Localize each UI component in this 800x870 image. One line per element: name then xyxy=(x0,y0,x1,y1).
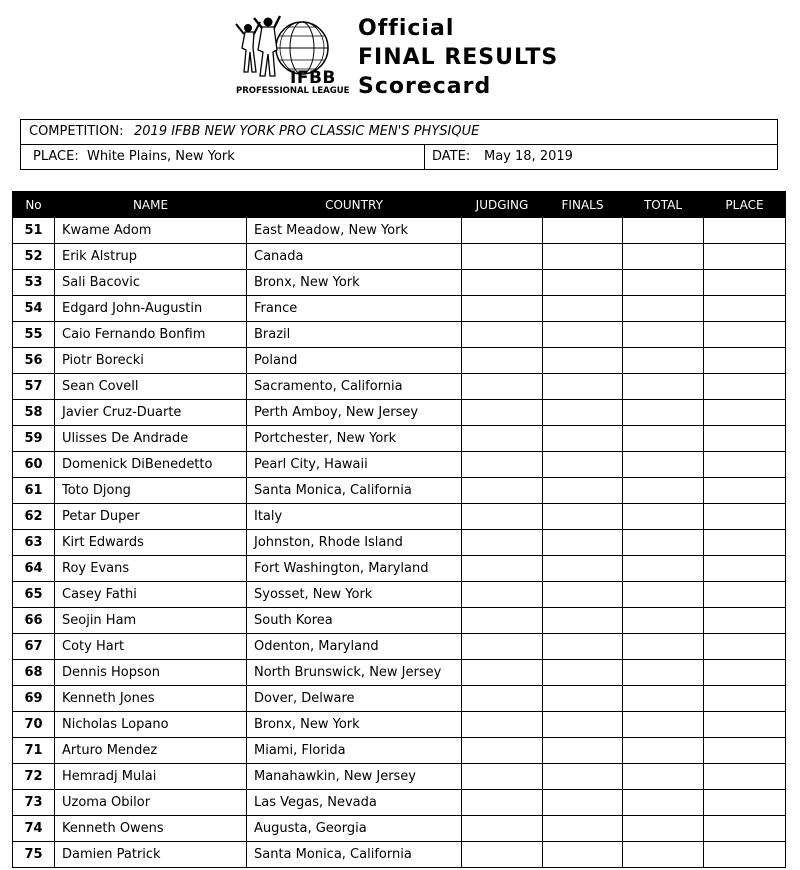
total-score-cell xyxy=(623,244,704,270)
finals-score-cell xyxy=(543,790,623,816)
judging-score-cell xyxy=(462,556,543,582)
judging-score-cell xyxy=(462,400,543,426)
total-score-cell xyxy=(623,374,704,400)
judging-score-cell xyxy=(462,608,543,634)
competitor-country: Las Vegas, Nevada xyxy=(247,790,462,816)
table-row xyxy=(13,374,786,400)
results-table xyxy=(12,191,786,868)
table-row xyxy=(13,530,786,556)
judging-score-cell xyxy=(462,634,543,660)
competitor-name: Toto Djong xyxy=(55,478,247,504)
place-cell xyxy=(704,452,786,478)
table-row xyxy=(13,452,786,478)
competitor-name: Ulisses De Andrade xyxy=(55,426,247,452)
table-row xyxy=(13,348,786,374)
competitor-number: 63 xyxy=(13,530,55,556)
judging-score-cell xyxy=(462,582,543,608)
finals-score-cell xyxy=(543,608,623,634)
judging-score-cell xyxy=(462,504,543,530)
competitor-number: 65 xyxy=(13,582,55,608)
competitor-name: Petar Duper xyxy=(55,504,247,530)
finals-score-cell xyxy=(543,426,623,452)
competitor-number: 67 xyxy=(13,634,55,660)
place-cell xyxy=(704,244,786,270)
finals-score-cell xyxy=(543,270,623,296)
competition-row xyxy=(21,120,777,145)
competitor-country: Fort Washington, Maryland xyxy=(247,556,462,582)
place-cell xyxy=(704,790,786,816)
table-row xyxy=(13,504,786,530)
judging-score-cell xyxy=(462,322,543,348)
total-score-cell xyxy=(623,582,704,608)
total-score-cell xyxy=(623,634,704,660)
judging-score-cell xyxy=(462,842,543,868)
results-body xyxy=(13,218,786,868)
finals-score-cell xyxy=(543,842,623,868)
total-score-cell xyxy=(623,660,704,686)
competitor-number: 52 xyxy=(13,244,55,270)
competitor-number: 68 xyxy=(13,660,55,686)
competitor-country: Syosset, New York xyxy=(247,582,462,608)
finals-score-cell xyxy=(543,218,623,244)
competitor-country: Miami, Florida xyxy=(247,738,462,764)
total-score-cell xyxy=(623,218,704,244)
place-cell xyxy=(704,478,786,504)
competitor-number: 59 xyxy=(13,426,55,452)
total-score-cell xyxy=(623,348,704,374)
total-score-cell xyxy=(623,764,704,790)
competitor-name: Casey Fathi xyxy=(55,582,247,608)
total-score-cell xyxy=(623,686,704,712)
table-row xyxy=(13,660,786,686)
place-date-row xyxy=(21,145,777,169)
competitor-country: Manahawkin, New Jersey xyxy=(247,764,462,790)
col-header-no: No xyxy=(13,192,55,218)
competitor-name: Roy Evans xyxy=(55,556,247,582)
judging-score-cell xyxy=(462,452,543,478)
competitor-country: Santa Monica, California xyxy=(247,842,462,868)
total-score-cell xyxy=(623,816,704,842)
date-value: May 18, 2019 xyxy=(484,149,573,164)
competitor-name: Kenneth Jones xyxy=(55,686,247,712)
total-score-cell xyxy=(623,790,704,816)
competitor-number: 56 xyxy=(13,348,55,374)
place-value: White Plains, New York xyxy=(87,149,235,164)
competitor-country: Bronx, New York xyxy=(247,270,462,296)
finals-score-cell xyxy=(543,634,623,660)
place-label: PLACE: xyxy=(33,149,79,164)
competitor-name: Javier Cruz-Duarte xyxy=(55,400,247,426)
competitor-name: Damien Patrick xyxy=(55,842,247,868)
place-cell xyxy=(704,374,786,400)
total-score-cell xyxy=(623,478,704,504)
place-cell xyxy=(704,582,786,608)
competitor-number: 53 xyxy=(13,270,55,296)
competitor-country: Dover, Delware xyxy=(247,686,462,712)
ifbb-logo xyxy=(232,14,348,98)
finals-score-cell xyxy=(543,322,623,348)
date-label: DATE: xyxy=(432,149,471,164)
competitor-country: France xyxy=(247,296,462,322)
competitor-number: 69 xyxy=(13,686,55,712)
competitor-name: Hemradj Mulai xyxy=(55,764,247,790)
page-title xyxy=(358,14,558,101)
judging-score-cell xyxy=(462,738,543,764)
finals-score-cell xyxy=(543,296,623,322)
judging-score-cell xyxy=(462,816,543,842)
competitor-country: Portchester, New York xyxy=(247,426,462,452)
table-row xyxy=(13,296,786,322)
judging-score-cell xyxy=(462,790,543,816)
judging-score-cell xyxy=(462,530,543,556)
competitor-number: 57 xyxy=(13,374,55,400)
col-header-total: TOTAL xyxy=(623,192,704,218)
table-row xyxy=(13,790,786,816)
competition-info-box xyxy=(20,119,778,170)
judging-score-cell xyxy=(462,660,543,686)
competitor-name: Edgard John-Augustin xyxy=(55,296,247,322)
competitor-country: Brazil xyxy=(247,322,462,348)
table-row xyxy=(13,556,786,582)
table-row xyxy=(13,816,786,842)
competitor-country: Canada xyxy=(247,244,462,270)
competitor-number: 58 xyxy=(13,400,55,426)
competitor-name: Arturo Mendez xyxy=(55,738,247,764)
competitor-country: Pearl City, Hawaii xyxy=(247,452,462,478)
info-divider xyxy=(424,145,425,169)
place-cell xyxy=(704,348,786,374)
table-row xyxy=(13,322,786,348)
place-cell xyxy=(704,270,786,296)
judging-score-cell xyxy=(462,686,543,712)
judging-score-cell xyxy=(462,478,543,504)
place-cell xyxy=(704,634,786,660)
title-line-scorecard: Scorecard xyxy=(358,74,492,99)
logo-ifbb-text: IFBB xyxy=(290,68,336,88)
finals-score-cell xyxy=(543,348,623,374)
finals-score-cell xyxy=(543,660,623,686)
competitor-name: Piotr Borecki xyxy=(55,348,247,374)
finals-score-cell xyxy=(543,686,623,712)
competitor-country: South Korea xyxy=(247,608,462,634)
col-header-country: COUNTRY xyxy=(247,192,462,218)
table-row xyxy=(13,218,786,244)
judging-score-cell xyxy=(462,712,543,738)
competitor-name: Kenneth Owens xyxy=(55,816,247,842)
place-cell xyxy=(704,764,786,790)
competitor-country: Perth Amboy, New Jersey xyxy=(247,400,462,426)
title-line-official: Official xyxy=(358,16,455,41)
table-row xyxy=(13,764,786,790)
total-score-cell xyxy=(623,738,704,764)
place-cell xyxy=(704,322,786,348)
competitor-number: 55 xyxy=(13,322,55,348)
table-row xyxy=(13,738,786,764)
table-row xyxy=(13,426,786,452)
competitor-country: Johnston, Rhode Island xyxy=(247,530,462,556)
competitor-number: 62 xyxy=(13,504,55,530)
competitor-country: Santa Monica, California xyxy=(247,478,462,504)
competitor-number: 74 xyxy=(13,816,55,842)
finals-score-cell xyxy=(543,504,623,530)
competitor-number: 60 xyxy=(13,452,55,478)
judging-score-cell xyxy=(462,296,543,322)
competitor-name: Sali Bacovic xyxy=(55,270,247,296)
competitor-name: Coty Hart xyxy=(55,634,247,660)
finals-score-cell xyxy=(543,478,623,504)
place-cell xyxy=(704,400,786,426)
total-score-cell xyxy=(623,296,704,322)
competitor-number: 54 xyxy=(13,296,55,322)
competitor-name: Domenick DiBenedetto xyxy=(55,452,247,478)
logo-league-text: PROFESSIONAL LEAGUE xyxy=(236,86,350,96)
finals-score-cell xyxy=(543,816,623,842)
judging-score-cell xyxy=(462,218,543,244)
competitor-number: 51 xyxy=(13,218,55,244)
total-score-cell xyxy=(623,556,704,582)
table-row xyxy=(13,400,786,426)
finals-score-cell xyxy=(543,452,623,478)
finals-score-cell xyxy=(543,712,623,738)
competitor-country: Sacramento, California xyxy=(247,374,462,400)
table-row xyxy=(13,478,786,504)
competitor-country: Bronx, New York xyxy=(247,712,462,738)
finals-score-cell xyxy=(543,582,623,608)
table-row xyxy=(13,686,786,712)
competitor-name: Dennis Hopson xyxy=(55,660,247,686)
place-cell xyxy=(704,296,786,322)
competitor-number: 64 xyxy=(13,556,55,582)
competitor-name: Kwame Adom xyxy=(55,218,247,244)
place-cell xyxy=(704,504,786,530)
place-cell xyxy=(704,816,786,842)
competitor-country: Italy xyxy=(247,504,462,530)
col-header-finals: FINALS xyxy=(543,192,623,218)
competitor-country: Augusta, Georgia xyxy=(247,816,462,842)
title-line-final-results: FINAL RESULTS xyxy=(358,45,559,70)
place-cell xyxy=(704,556,786,582)
finals-score-cell xyxy=(543,374,623,400)
competitor-number: 75 xyxy=(13,842,55,868)
competitor-number: 73 xyxy=(13,790,55,816)
col-header-judging: JUDGING xyxy=(462,192,543,218)
judging-score-cell xyxy=(462,348,543,374)
competitor-country: Poland xyxy=(247,348,462,374)
total-score-cell xyxy=(623,322,704,348)
competitor-name: Uzoma Obilor xyxy=(55,790,247,816)
place-cell xyxy=(704,712,786,738)
judging-score-cell xyxy=(462,426,543,452)
competitor-name: Nicholas Lopano xyxy=(55,712,247,738)
table-row xyxy=(13,244,786,270)
total-score-cell xyxy=(623,842,704,868)
competitor-country: East Meadow, New York xyxy=(247,218,462,244)
finals-score-cell xyxy=(543,738,623,764)
competitor-country: North Brunswick, New Jersey xyxy=(247,660,462,686)
table-row xyxy=(13,712,786,738)
competition-value: 2019 IFBB NEW YORK PRO CLASSIC MEN'S PHYSIQUE xyxy=(134,124,480,139)
total-score-cell xyxy=(623,452,704,478)
col-header-place: PLACE xyxy=(704,192,786,218)
finals-score-cell xyxy=(543,244,623,270)
place-cell xyxy=(704,738,786,764)
competitor-number: 66 xyxy=(13,608,55,634)
place-cell xyxy=(704,426,786,452)
table-row xyxy=(13,634,786,660)
total-score-cell xyxy=(623,270,704,296)
competitor-number: 61 xyxy=(13,478,55,504)
finals-score-cell xyxy=(543,764,623,790)
judging-score-cell xyxy=(462,374,543,400)
place-cell xyxy=(704,842,786,868)
total-score-cell xyxy=(623,504,704,530)
table-row xyxy=(13,270,786,296)
table-row xyxy=(13,842,786,868)
competitor-name: Erik Alstrup xyxy=(55,244,247,270)
place-cell xyxy=(704,660,786,686)
place-cell xyxy=(704,530,786,556)
competitor-name: Sean Covell xyxy=(55,374,247,400)
place-cell xyxy=(704,608,786,634)
judging-score-cell xyxy=(462,244,543,270)
table-header-row xyxy=(13,192,786,218)
table-row xyxy=(13,582,786,608)
competitor-number: 70 xyxy=(13,712,55,738)
place-cell xyxy=(704,686,786,712)
competitor-country: Odenton, Maryland xyxy=(247,634,462,660)
competitor-name: Caio Fernando Bonfim xyxy=(55,322,247,348)
col-header-name: NAME xyxy=(55,192,247,218)
total-score-cell xyxy=(623,400,704,426)
competitor-number: 71 xyxy=(13,738,55,764)
total-score-cell xyxy=(623,712,704,738)
competitor-name: Kirt Edwards xyxy=(55,530,247,556)
place-cell xyxy=(704,218,786,244)
finals-score-cell xyxy=(543,400,623,426)
total-score-cell xyxy=(623,608,704,634)
table-row xyxy=(13,608,786,634)
competition-label: COMPETITION: xyxy=(29,124,124,139)
finals-score-cell xyxy=(543,530,623,556)
judging-score-cell xyxy=(462,764,543,790)
total-score-cell xyxy=(623,426,704,452)
total-score-cell xyxy=(623,530,704,556)
competitor-number: 72 xyxy=(13,764,55,790)
finals-score-cell xyxy=(543,556,623,582)
judging-score-cell xyxy=(462,270,543,296)
competitor-name: Seojin Ham xyxy=(55,608,247,634)
